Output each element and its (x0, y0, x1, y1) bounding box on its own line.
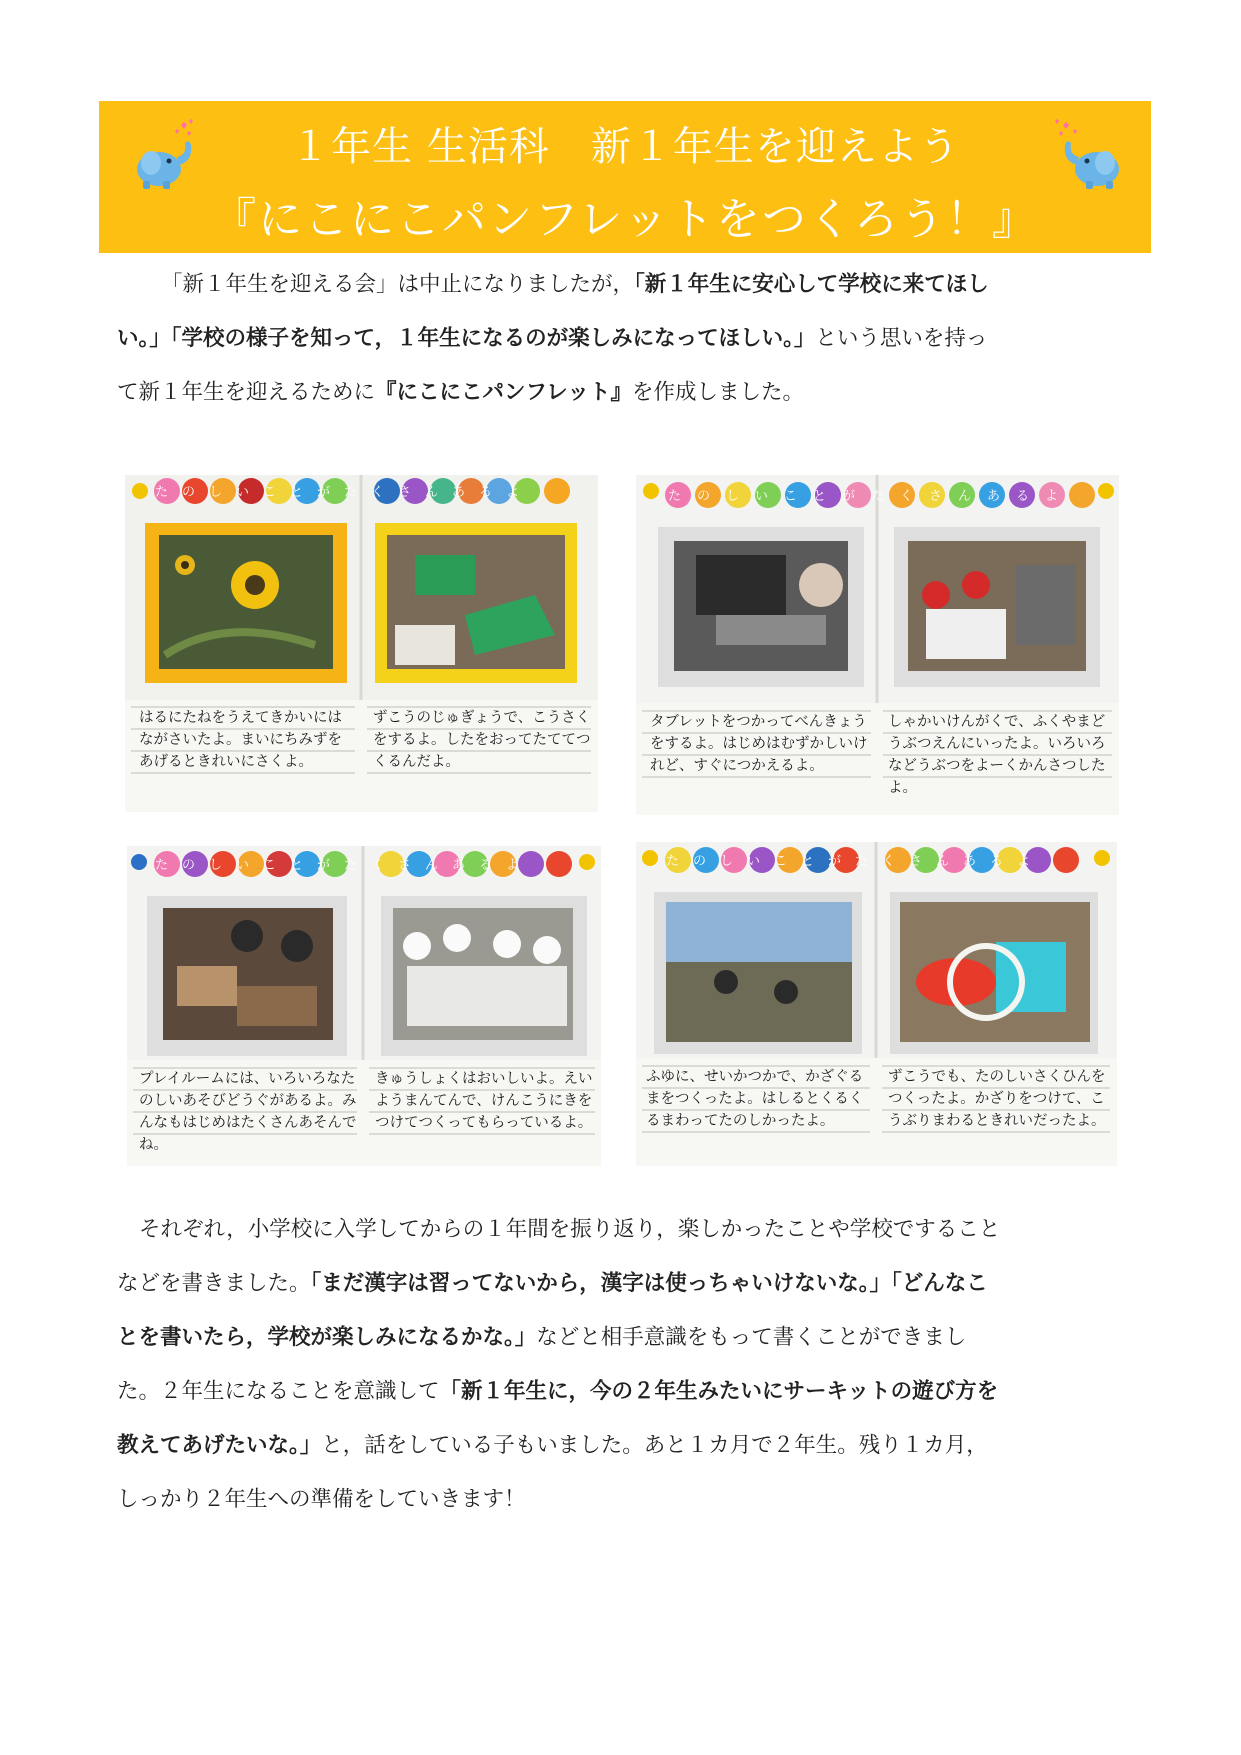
closing-text: などと相手意識をもって書くことができまし (536, 1325, 967, 1350)
closing-text: と，話をしている子もいました。あと１カ月で２年生。残り１カ月， (321, 1433, 988, 1458)
pamphlet-photo-2 (636, 475, 1119, 815)
intro-quote: 「新１年生に安心して学校に来てほし (634, 272, 989, 297)
pamphlet-header: たのしいことがたくさんあるよ (155, 485, 534, 500)
pamphlet-header: たのしいことがたくさんあるよ (666, 854, 1045, 869)
intro-text: 「新１年生を迎える会」は中止になりましたが， (161, 272, 635, 297)
student-writing-left: はるにたねをうえてきかいにはながさいたよ。まいにちみずをあげるときれいにさくよ。 (139, 710, 342, 770)
closing-quote: 「新１年生に，今の２年生みたいにサーキットの遊び方を (439, 1379, 999, 1404)
student-writing-right: きゅうしょくはおいしいよ。えいようまんてんで、けんこうにきをつけてつくってもらっているよ。 (375, 1071, 593, 1131)
closing-text: しっかり２年生への準備をしていきます！ (117, 1487, 526, 1512)
intro-quote: 『にこにこパンフレット』 (375, 380, 632, 405)
closing-quote: とを書いたら，学校が楽しみになるかな。」 (117, 1325, 537, 1350)
closing-text: それぞれ，小学校に入学してからの１年間を振り返り，楽しかったことや学校ですること (139, 1217, 1001, 1242)
banner-title-line1: １年生 生活科 新１年生を迎えよう (290, 124, 960, 170)
intro-quote: い。」「学校の様子を知って，１年生になるのが楽しみになってほしい。」 (117, 326, 816, 351)
closing-quote: 教えてあげたいな。」 (117, 1433, 322, 1458)
student-writing-right: ずこうでも、たのしいさくひんをつくったよ。かざりをつけて、こうぶりまわるときれいだったよ。 (888, 1069, 1106, 1129)
closing-text: などを書きました。 (117, 1271, 311, 1296)
closing-text: た。２年生になることを意識して (117, 1379, 440, 1404)
closing-paragraph (117, 1203, 1127, 1527)
elephant-icon (1049, 119, 1129, 199)
student-writing-left: ふゆに、せいかつかで、かざぐるまをつくったよ。はしるとくるくるまわってたのしかったよ。 (646, 1069, 864, 1129)
pamphlet-photo-1 (125, 475, 598, 812)
student-writing-left: タブレットをつかってべんきょうをするよ。はじめはむずかしいけれど、すぐにつかえるよ。 (650, 714, 868, 774)
intro-text: て新１年生を迎えるために (117, 380, 376, 405)
title-banner (99, 101, 1151, 253)
student-writing-right: ずこうのじゅぎょうで、こうさくをするよ。したをおってたててつくるんだよ。 (373, 710, 591, 770)
banner-title-line2: 『にこにこパンフレットをつくろう！』 (212, 194, 1038, 245)
intro-text: を作成しました。 (631, 380, 804, 405)
pamphlet-header: たのしいことがたくさんあるよ (668, 489, 1075, 504)
pamphlet-photo-4 (636, 842, 1117, 1166)
student-writing-right: しゃかいけんがくで、ふくやまどうぶつえんにいったよ。いろいろなどうぶつをよーくかんさつしたよ。 (888, 714, 1106, 796)
intro-text: という思いを持っ (815, 326, 988, 351)
pamphlet-photo-3 (127, 846, 601, 1166)
student-writing-left: プレイルームには、いろいろなたのしいあそびどうぐがあるよ。みんなもはじめはたくさんあそんでね。 (139, 1071, 357, 1153)
intro-paragraph (117, 258, 1127, 420)
pamphlet-header: たのしいことがたくさんあるよ (155, 858, 534, 873)
closing-quote: 「まだ漢字は習ってないから，漢字は使っちゃいけないな。」「どんなこ (310, 1271, 988, 1296)
